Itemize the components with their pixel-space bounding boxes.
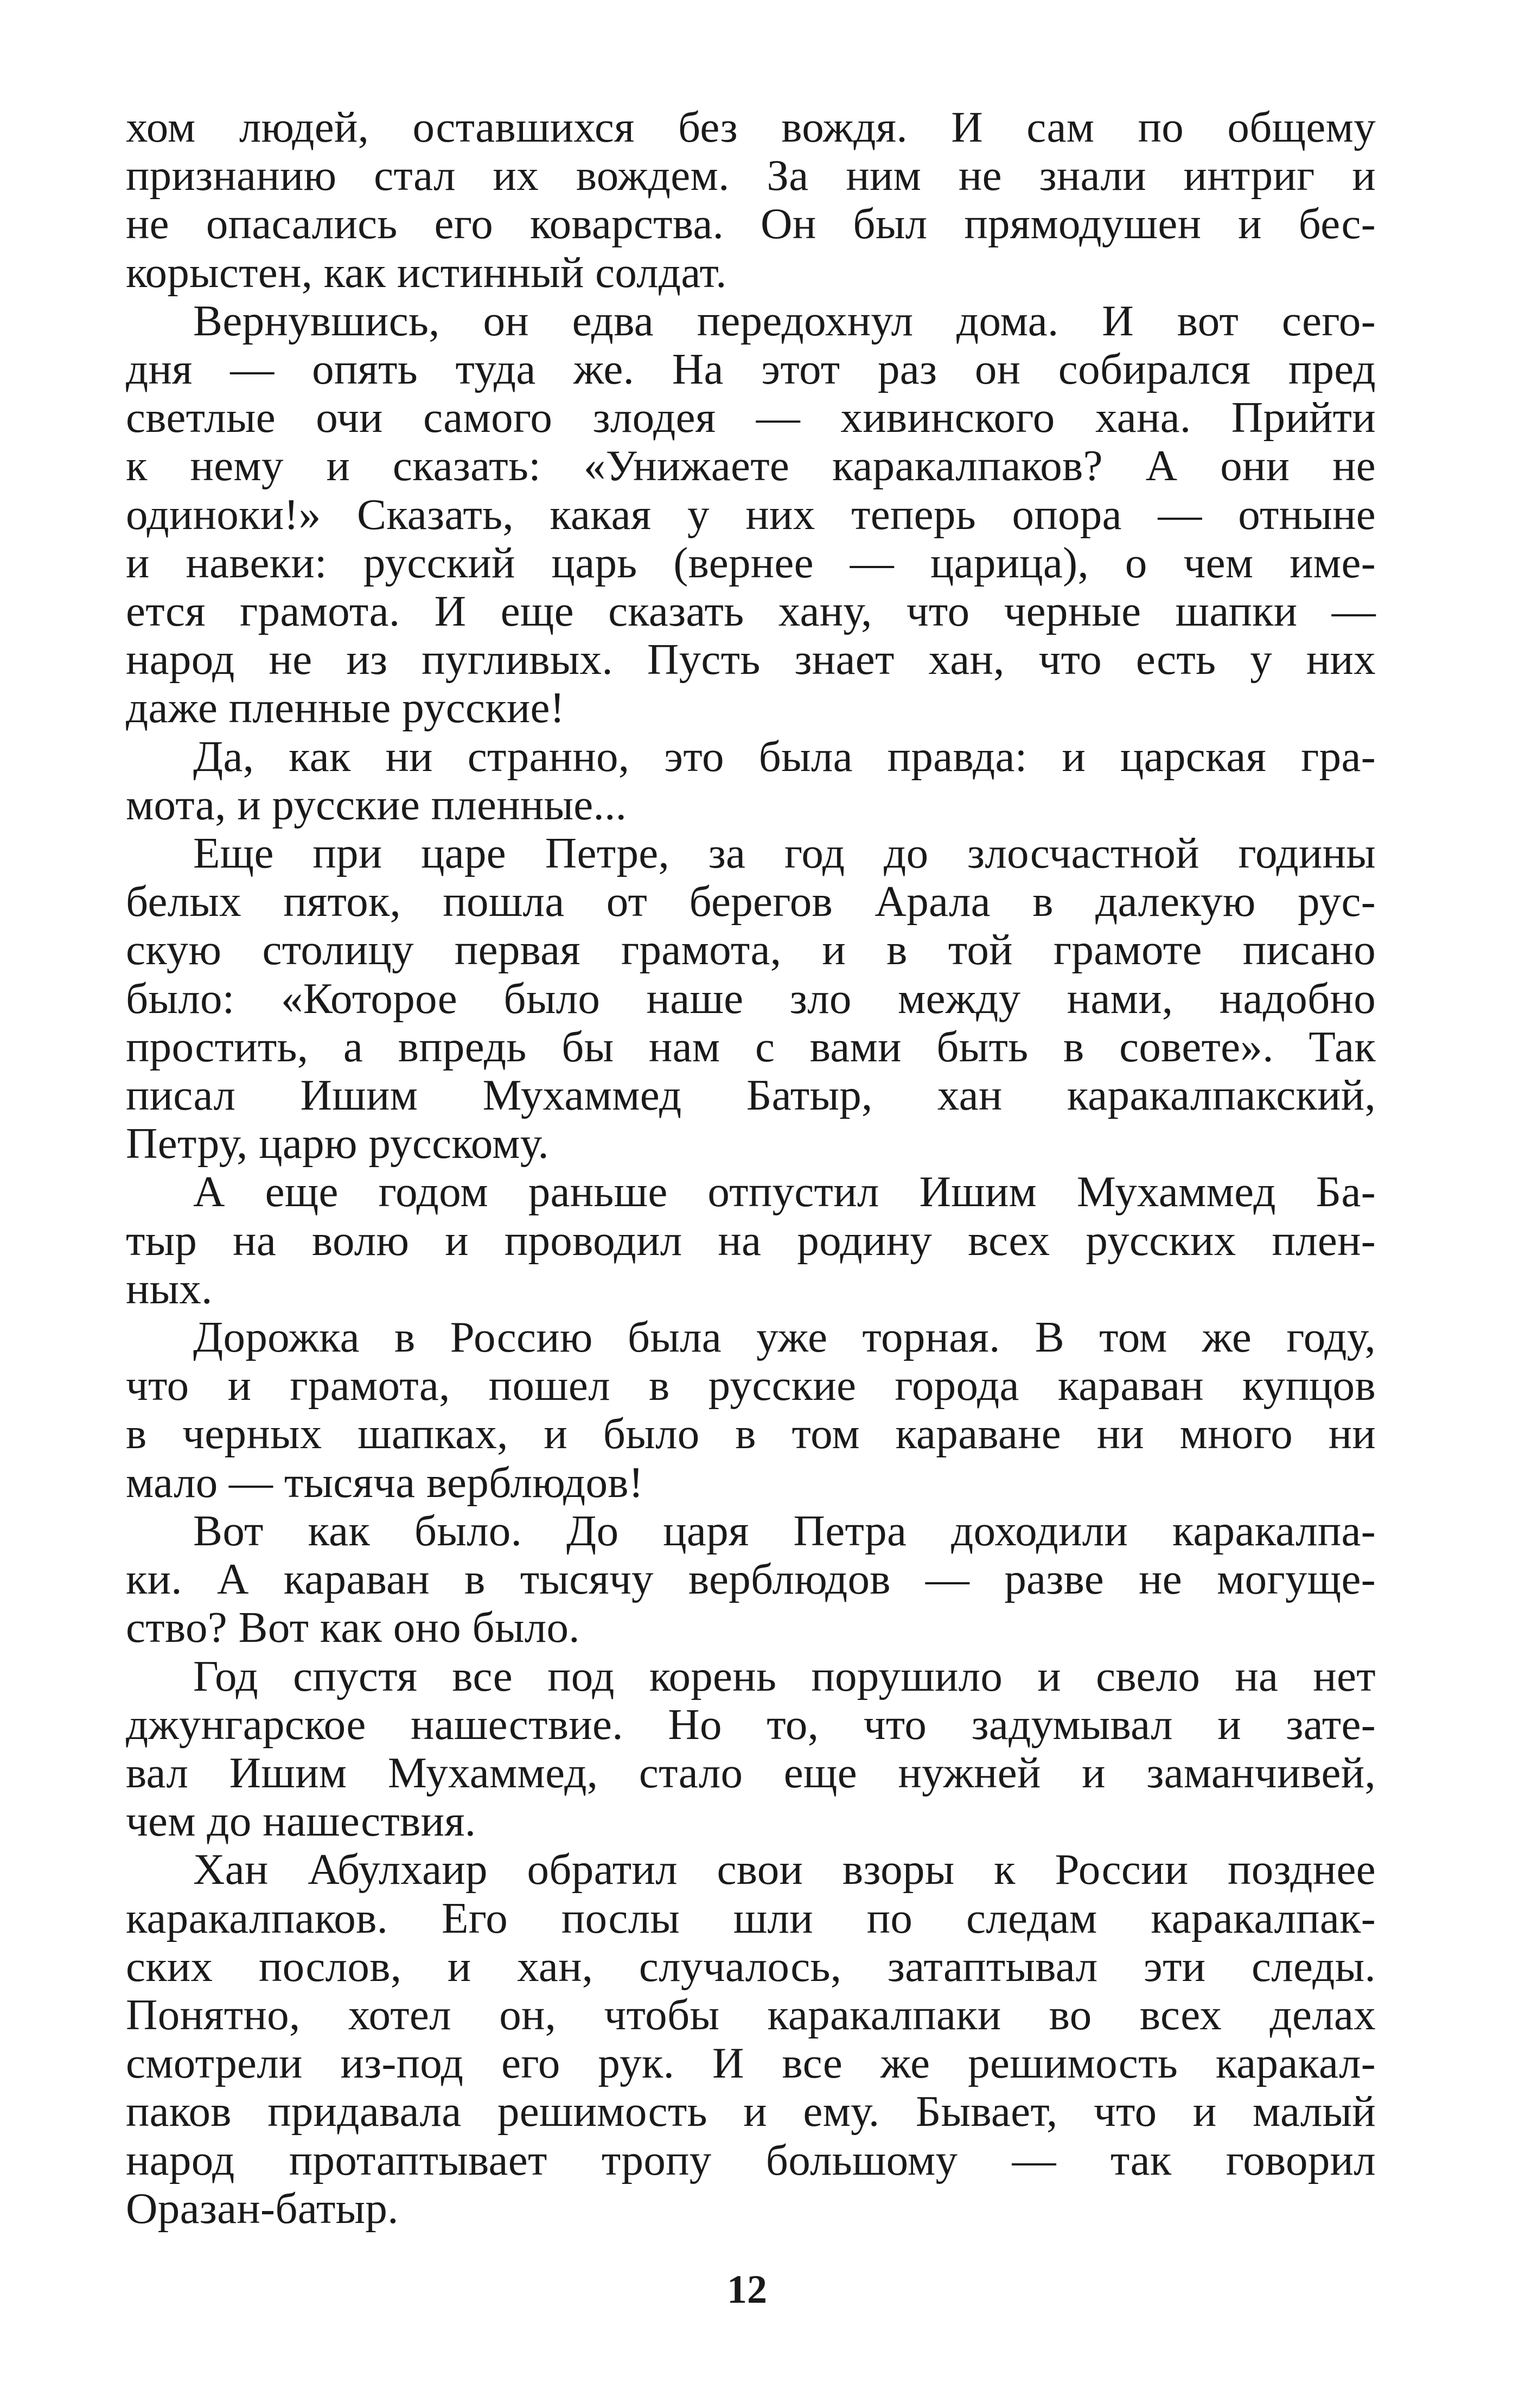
text-line: корыстен, как истинный солдат. [126, 247, 727, 297]
text-line: скую столицу первая грамота, и в той грамоте писано [126, 925, 1376, 974]
text-line: ских послов, и хан, случалось, затаптывал эти следы. [126, 1941, 1376, 1991]
paragraph [126, 1313, 1376, 1507]
paragraph [126, 732, 1376, 829]
text-line: хом людей, оставшихся без вождя. И сам по общему [126, 103, 1376, 151]
text-line: признанию стал их вождем. За ним не знали интриг и [126, 151, 1376, 200]
text-line: к нему и сказать: «Унижаете каракалпаков? А они не [126, 441, 1376, 490]
text-line: одиноки!» Сказать, какая у них теперь опора — отныне [126, 489, 1376, 539]
text-line: Вот как было. До царя Петра доходили каракалпа- [193, 1506, 1376, 1555]
paragraph [126, 297, 1376, 732]
text-line: Год спустя все под корень порушило и свело на нет [193, 1651, 1376, 1700]
text-line: светлые очи самого злодея — хивинского хана. Прийти [126, 393, 1376, 442]
text-line: дня — опять туда же. На этот раз он собирался пред [126, 345, 1376, 394]
text-line: каракалпаков. Его послы шли по следам каракалпак- [126, 1893, 1376, 1942]
text-line: смотрели из-под его рук. И все же решимость каракал- [126, 2038, 1376, 2088]
text-line: народ не из пугливых. Пусть знает хан, что есть у них [126, 635, 1376, 684]
text-line: Оразан-батыр. [126, 2183, 399, 2233]
text-line: А еще годом раньше отпустил Ишим Мухаммед Ба- [193, 1167, 1376, 1216]
text-line: что и грамота, пошел в русские города караван купцов [126, 1361, 1376, 1410]
text-line: простить, а впредь бы нам с вами быть в совете». Так [126, 1022, 1376, 1071]
paragraph [126, 103, 1376, 297]
text-line: Хан Абулхаир обратил свои взоры к России позднее [193, 1845, 1376, 1894]
text-line: тыр на волю и проводил на родину всех русских плен- [126, 1215, 1376, 1265]
text-line: ных. [126, 1264, 213, 1313]
text-line: даже пленные русские! [126, 683, 565, 732]
text-line: Да, как ни странно, это была правда: и царская гра- [193, 731, 1376, 781]
text-line: Вернувшись, он едва передохнул дома. И вот сего- [193, 296, 1376, 345]
text-line: джунгарское нашествие. Но то, что задумывал и зате- [126, 1699, 1376, 1749]
text-line: Еще при царе Петре, за год до злосчастной годины [193, 829, 1376, 878]
paragraph [126, 829, 1376, 1168]
page-number: 12 [727, 2267, 767, 2312]
paragraph [126, 1845, 1376, 2233]
text-line: белых пяток, пошла от берегов Арала в далекую рус- [126, 877, 1376, 926]
text-line: было: «Которое было наше зло между нами, надобно [126, 973, 1376, 1023]
text-line: мало — тысяча верблюдов! [126, 1457, 644, 1507]
text-line: ется грамота. И еще сказать хану, что черные шапки — [126, 587, 1376, 636]
text-line: паков придавала решимость и ему. Бывает, что и малый [126, 2087, 1376, 2136]
text-line: народ протаптывает тропу большому — так говорил [126, 2135, 1376, 2184]
text-line: не опасались его коварства. Он был прямодушен и бес- [126, 199, 1376, 249]
text-line: ки. А караван в тысячу верблюдов — разве не могуще- [126, 1555, 1376, 1604]
body-text [126, 103, 1376, 2233]
text-line: чем до нашествия. [126, 1797, 476, 1846]
text-line: Понятно, хотел он, чтобы каракалпаки во всех делах [126, 1990, 1376, 2039]
paragraph [126, 1168, 1376, 1313]
text-line: мота, и русские пленные... [126, 780, 627, 829]
text-line: ство? Вот как оно было. [126, 1603, 580, 1652]
text-line: Петру, царю русскому. [126, 1119, 549, 1168]
text-line: вал Ишим Мухаммед, стало еще нужней и заманчивей, [126, 1748, 1376, 1797]
text-line: писал Ишим Мухаммед Батыр, хан каракалпакский, [126, 1071, 1376, 1120]
paragraph [126, 1652, 1376, 1846]
paragraph [126, 1507, 1376, 1652]
text-line: в черных шапках, и было в том караване ни много ни [126, 1409, 1376, 1458]
text-line: Дорожка в Россию была уже торная. В том же году, [193, 1313, 1376, 1362]
text-line: и навеки: русский царь (вернее — царица), о чем име- [126, 538, 1376, 587]
